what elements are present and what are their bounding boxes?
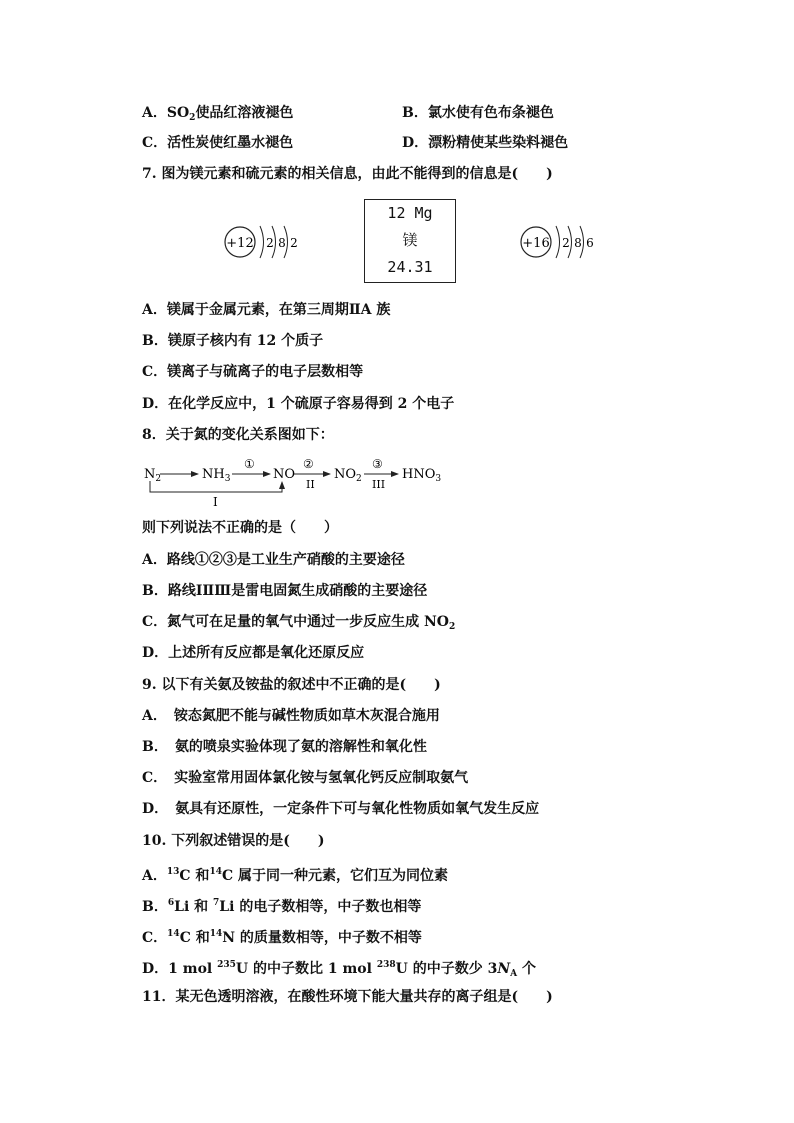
s-shell-arc-1: [556, 226, 560, 258]
q8-question: 则下列说法不正确的是（ ）: [142, 520, 338, 536]
q10-option-b: B．$^6$Li 和 $^7$Li 的电子数相等，中子数也相等: [142, 898, 422, 915]
s-nucleus-charge: +16: [522, 236, 550, 251]
q7-option-c: C．镁离子与硫离子的电子层数相等: [142, 364, 364, 380]
q7-option-d: D．在化学反应中，1 个硫原子容易得到 2 个电子: [142, 396, 455, 412]
mg-shell-3-count: 2: [290, 236, 298, 250]
mg-element-card: [364, 199, 456, 283]
q8-option-c: C．氮气可在足量的氧气中通过一步反应生成 $NO_2$: [142, 614, 456, 632]
no-label: NO: [273, 467, 296, 482]
q10-stem: 10. 下列叙述错误的是( ): [142, 833, 325, 849]
q9-option-c: C． 实验室常用固体氯化铵与氢氧化钙反应制取氨气: [142, 770, 469, 786]
mg-nucleus-charge: +12: [226, 236, 254, 251]
q7-stem: 7. 图为镁元素和硫元素的相关信息，由此不能得到的信息是( ): [142, 166, 553, 182]
hno3-label: $HNO_3$: [402, 467, 442, 484]
step-3-label: ③: [372, 457, 383, 471]
q11-stem: 11．某无色透明溶液，在酸性环境下能大量共存的离子组是( ): [142, 989, 553, 1005]
route-i-label: I: [213, 495, 218, 509]
element-name: 镁: [402, 231, 418, 249]
q7-option-a: A．镁属于金属元素，在第三周期ⅡA 族: [142, 302, 391, 318]
nitrogen-cycle-diagram: [140, 454, 450, 510]
q8-stem: 8．关于氮的变化关系图如下：: [142, 427, 334, 443]
s-shell-3-count: 6: [586, 236, 594, 250]
q9-stem: 9. 以下有关氨及铵盐的叙述中不正确的是( ): [142, 677, 441, 693]
q10-option-a: A．$^{13}$C 和$^{14}$C 属于同一种元素，它们互为同位素: [142, 867, 448, 884]
q9-option-d: D． 氨具有还原性，一定条件下可与氧化性物质如氧气发生反应: [142, 801, 540, 817]
q8-option-a: A．路线①②③是工业生产硝酸的主要途径: [142, 552, 405, 568]
q7-option-b: B．镁原子核内有 12 个质子: [142, 333, 324, 349]
q8-option-d: D．上述所有反应都是氧化还原反应: [142, 645, 365, 661]
q10-option-d: D．1 mol $^{235}$U 的中子数比 1 mol $^{238}$U 的中子数少 $3N_A$ 个: [142, 960, 536, 979]
route-iii-label: III: [372, 478, 386, 491]
q6-option-d: D．漂粉精使某些染料褪色: [402, 135, 569, 151]
element-atomic-mass: 24.31: [387, 258, 433, 276]
q9-option-b: B． 氨的喷泉实验体现了氨的溶解性和氧化性: [142, 739, 427, 755]
s-shell-2-count: 8: [574, 236, 582, 250]
q10-option-c: C．$^{14}$C 和$^{14}$N 的质量数相等，中子数不相等: [142, 929, 422, 946]
nh3-label: $NH_3$: [202, 467, 231, 484]
q6-option-c: C．活性炭使红墨水褪色: [142, 135, 294, 151]
q9-option-a: A． 铵态氮肥不能与碱性物质如草木灰混合施用: [142, 708, 440, 724]
step-2-label: ②: [303, 457, 314, 471]
q6-option-b: B．氯水使有色布条褪色: [402, 105, 554, 121]
mg-shell-1-count: 2: [266, 236, 274, 250]
step-1-label: ①: [244, 457, 255, 471]
q6-option-a: A．$SO_2$使品红溶液褪色: [142, 105, 294, 123]
route-ii-label: II: [306, 478, 315, 491]
arrow-n2-no-route-i: [150, 481, 282, 492]
s-shell-1-count: 2: [562, 236, 570, 250]
s-atom-diagram: [518, 218, 608, 268]
element-number-symbol: 12 Mg: [387, 204, 433, 222]
n2-label: $N_2$: [144, 467, 162, 484]
mg-atom-diagram: [222, 218, 312, 268]
mg-shell-2-count: 8: [278, 236, 286, 250]
q8-option-b: B．路线ⅠⅡⅢ是雷电固氮生成硝酸的主要途径: [142, 583, 428, 599]
mg-shell-arc-1: [260, 226, 264, 258]
no2-label: $NO_2$: [334, 467, 362, 484]
